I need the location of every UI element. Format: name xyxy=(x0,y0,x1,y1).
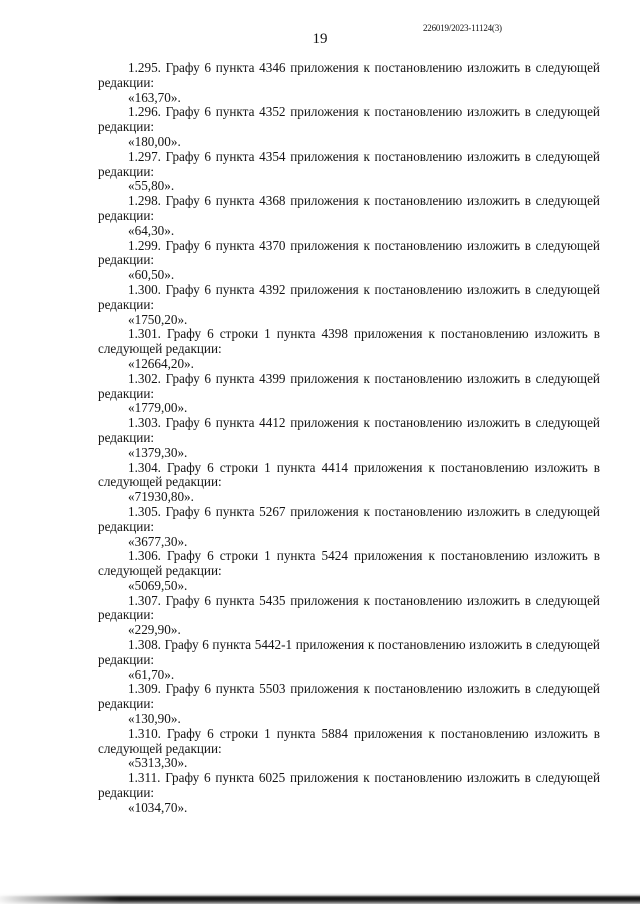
scan-bottom-edge-fade xyxy=(0,893,120,904)
amendment-instruction: 1.305. Графу 6 пункта 5267 приложения к постановлению изложить в следующей редакции: xyxy=(98,503,600,534)
amendment-instruction: 1.304. Графу 6 строки 1 пункта 4414 приложения к постановлению изложить в следующей редакции: xyxy=(98,459,600,490)
amendment-value: «3677,30». xyxy=(128,533,188,549)
amendment-value: «1379,30». xyxy=(128,444,188,460)
amendment-instruction: 1.307. Графу 6 пункта 5435 приложения к постановлению изложить в следующей редакции: xyxy=(98,592,600,623)
amendment-item xyxy=(98,461,600,505)
amendment-instruction: 1.311. Графу 6 пункта 6025 приложения к постановлению изложить в следующей редакции: xyxy=(98,770,600,801)
amendment-item xyxy=(98,549,600,593)
amendment-value: «55,80». xyxy=(128,178,175,194)
amendment-instruction: 1.303. Графу 6 пункта 4412 приложения к постановлению изложить в следующей редакции: xyxy=(98,415,600,445)
amendment-value: «12664,20». xyxy=(128,355,194,371)
amendment-item xyxy=(98,327,600,371)
amendment-instruction: 1.295. Графу 6 пункта 4346 приложения к постановлению изложить в следующей редакции: xyxy=(98,60,600,90)
amendment-instruction: 1.301. Графу 6 строки 1 пункта 4398 приложения к постановлению изложить в следующей редакции: xyxy=(98,326,600,357)
amendment-value: «1779,00». xyxy=(128,400,188,416)
amendment-value: «130,90». xyxy=(128,711,181,727)
amendment-instruction: 1.309. Графу 6 пункта 5503 приложения к постановлению изложить в следующей редакции: xyxy=(98,681,600,712)
amendment-instruction: 1.302. Графу 6 пункта 4399 приложения к постановлению изложить в следующей редакции: xyxy=(98,370,600,401)
amendment-item xyxy=(98,727,600,771)
amendment-item xyxy=(98,105,600,149)
amendment-instruction: 1.296. Графу 6 пункта 4352 приложения к постановлению изложить в следующей редакции: xyxy=(98,104,600,135)
page-number: 19 xyxy=(312,31,328,47)
amendment-item xyxy=(98,61,600,105)
amendment-item xyxy=(98,283,600,327)
amendment-value: «71930,80». xyxy=(128,489,194,505)
amendment-item xyxy=(98,594,600,638)
amendment-value: «1034,70». xyxy=(128,799,188,815)
amendment-item xyxy=(98,771,600,815)
amendment-item xyxy=(98,194,600,238)
amendment-value: «61,70». xyxy=(128,666,175,682)
amendment-value: «163,70». xyxy=(128,89,181,105)
amendment-value: «5313,30». xyxy=(128,755,188,771)
amendment-value: «180,00». xyxy=(128,133,181,149)
amendment-value: «64,30». xyxy=(128,222,175,238)
amendment-instruction: 1.300. Графу 6 пункта 4392 приложения к постановлению изложить в следующей редакции: xyxy=(98,281,600,312)
document-registration-code: 226019/2023-11124(3) xyxy=(423,23,502,33)
amendment-instruction: 1.298. Графу 6 пункта 4368 приложения к постановлению изложить в следующей редакции: xyxy=(98,193,600,223)
amendment-item xyxy=(98,682,600,726)
amendment-instruction: 1.306. Графу 6 строки 1 пункта 5424 приложения к постановлению изложить в следующей редакции: xyxy=(98,548,600,579)
amendment-instruction: 1.308. Графу 6 пункта 5442-1 приложения к постановлению изложить в следующей редакции: xyxy=(98,637,600,667)
amendment-item xyxy=(98,372,600,416)
amendment-value: «60,50». xyxy=(128,267,175,283)
amendment-item xyxy=(98,638,600,682)
amendment-instruction: 1.310. Графу 6 строки 1 пункта 5884 приложения к постановлению изложить в следующей редакции: xyxy=(98,725,600,756)
amendment-item xyxy=(98,505,600,549)
amendment-item xyxy=(98,239,600,283)
amendment-item xyxy=(98,416,600,460)
amendment-value: «1750,20». xyxy=(128,311,188,327)
amendment-item xyxy=(98,150,600,194)
amendment-value: «229,90». xyxy=(128,622,181,638)
amendments-list xyxy=(98,61,600,816)
amendment-instruction: 1.299. Графу 6 пункта 4370 приложения к постановлению изложить в следующей редакции: xyxy=(98,237,600,268)
amendment-instruction: 1.297. Графу 6 пункта 4354 приложения к постановлению изложить в следующей редакции: xyxy=(98,148,600,179)
amendment-value: «5069,50». xyxy=(128,577,188,593)
